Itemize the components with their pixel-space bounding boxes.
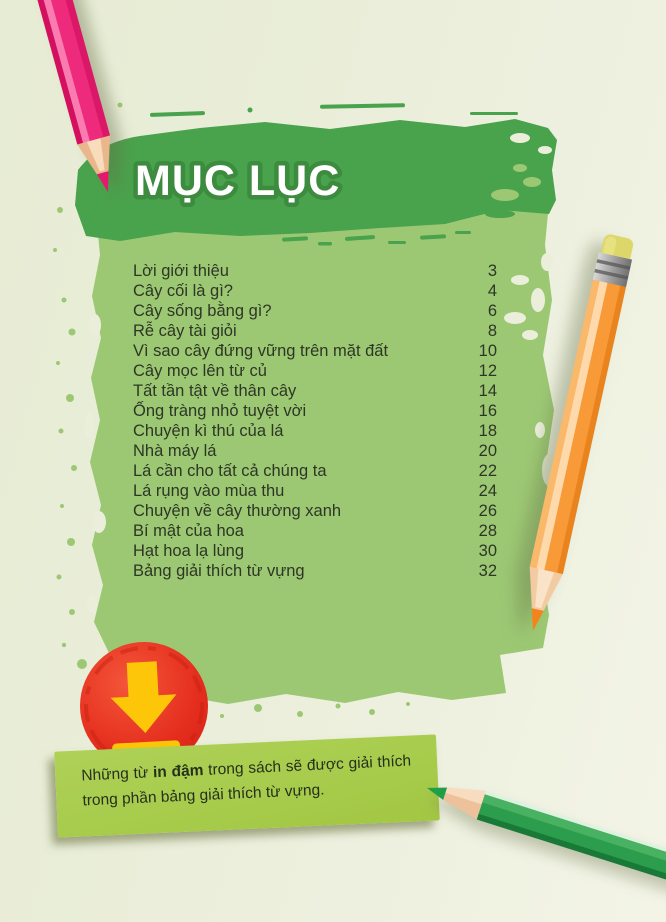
toc-entry-page: 6 [487,302,497,320]
toc-row [133,382,497,402]
toc-row [133,342,497,362]
toc-row [133,402,497,422]
toc-row [133,502,497,522]
toc-entry-label: Chuyện kì thú của lá [133,422,284,440]
toc-entry-page: 24 [478,482,497,500]
toc-row [133,422,497,442]
toc-entry-page: 8 [487,322,497,340]
toc-entry-page: 20 [478,442,497,460]
toc-entry-label: Hạt hoa lạ lùng [133,542,244,560]
toc-entry-page: 10 [478,342,497,360]
toc-entry-label: Ống tràng nhỏ tuyệt vời [133,402,307,420]
toc-row [133,362,497,382]
toc-entry-page: 26 [478,502,497,520]
toc-entry-label: Bí mật của hoa [133,522,244,540]
toc-entry-label: Lời giới thiệu [133,262,229,280]
toc-entry-page: 30 [478,542,497,560]
toc-row [133,562,497,582]
toc-entry-page: 14 [478,382,497,400]
toc-list [133,262,497,582]
toc-entry-page: 16 [478,402,497,420]
note-bold-term: in đậm [152,761,204,782]
toc-entry-label: Tất tần tật về thân cây [133,382,297,400]
toc-row [133,302,497,322]
toc-row [133,542,497,562]
page-title: MỤC LỤC [135,157,341,205]
toc-entry-label: Bảng giải thích từ vựng [133,562,305,580]
toc-entry-label: Cây cối là gì? [133,282,233,300]
note-suffix: trong sách sẽ được giải thích trong phần bảng giải thích từ vựng. [82,752,412,810]
toc-entry-label: Vì sao cây đứng vững trên mặt đất [133,342,389,360]
toc-entry-label: Cây mọc lên từ củ [133,362,267,380]
toc-entry-page: 12 [478,362,497,380]
toc-row [133,462,497,482]
toc-entry-label: Lá cần cho tất cả chúng ta [133,462,327,480]
toc-row [133,522,497,542]
toc-row [133,322,497,342]
banner-streaks [150,103,518,117]
toc-row [133,262,497,282]
toc-entry-label: Cây sống bằng gì? [133,302,272,320]
toc-entry-label: Nhà máy lá [133,442,217,460]
toc-row [133,282,497,302]
toc-entry-page: 3 [487,262,497,280]
toc-entry-page: 28 [478,522,497,540]
toc-entry-label: Rễ cây tài giỏi [133,322,237,340]
toc-entry-page: 4 [487,282,497,300]
toc-entry-label: Chuyện về cây thường xanh [133,502,342,520]
toc-entry-page: 22 [478,462,497,480]
note-prefix: Những từ [80,764,154,785]
toc-entry-page: 18 [478,422,497,440]
toc-entry-label: Lá rụng vào mùa thu [133,482,285,500]
toc-row [133,442,497,462]
toc-row [133,482,497,502]
toc-entry-page: 32 [478,562,497,580]
note-text [81,749,413,814]
title-block [125,145,405,223]
note-box [54,734,440,837]
